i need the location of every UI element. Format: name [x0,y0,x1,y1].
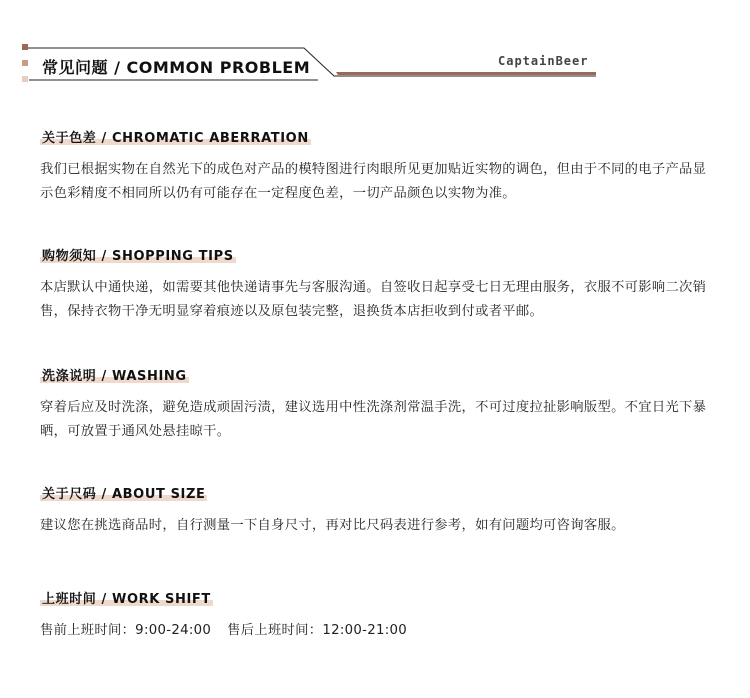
section-title: 关于色差 / CHROMATIC ABERRATION [40,127,311,146]
header-accent-bar [336,72,596,75]
brand-name: CaptainBeer [498,54,589,68]
section-shopping-tips [40,245,712,324]
section-title: 上班时间 / WORK SHIFT [40,588,213,607]
section-washing [40,365,712,444]
section-body: 我们已根据实物在自然光下的成色对产品的模特图进行肉眼所见更加贴近实物的调色，但由于不同的电子产品显示色彩精度不相同所以仍有可能存在一定程度色差，一切产品颜色以实物为准。 [40,162,707,201]
presale-hours: 售前上班时间：9:00-24:00 [40,623,212,638]
section-about-size [40,483,712,538]
header-lines [0,0,750,100]
section-title: 购物须知 / SHOPPING TIPS [40,245,236,264]
section-body: 穿着后应及时洗涤，避免造成顽固污渍，建议选用中性洗涤剂常温手洗，不可过度拉扯影响版型。不宜日光下暴晒，可放置于通风处悬挂晾干。 [40,400,707,439]
section-work-shift [40,588,712,643]
aftersale-hours: 售后上班时间：12:00-21:00 [227,623,408,638]
section-body: 建议您在挑选商品时，自行测量一下自身尺寸，再对比尺码表进行参考，如有问题均可咨询客服。 [40,518,625,533]
section-chromatic-aberration [40,127,712,206]
section-title: 洗涤说明 / WASHING [40,365,189,384]
section-body [40,619,712,643]
section-body: 本店默认中通快递，如需要其他快递请事先与客服沟通。自签收日起享受七日无理由服务，衣服不可影响二次销售，保持衣物干净无明显穿着痕迹以及原包装完整，退换货本店拒收到付或者平邮。 [40,280,707,319]
page-title: 常见问题 / COMMON PROBLEM [42,58,311,77]
section-title: 关于尺码 / ABOUT SIZE [40,483,207,502]
